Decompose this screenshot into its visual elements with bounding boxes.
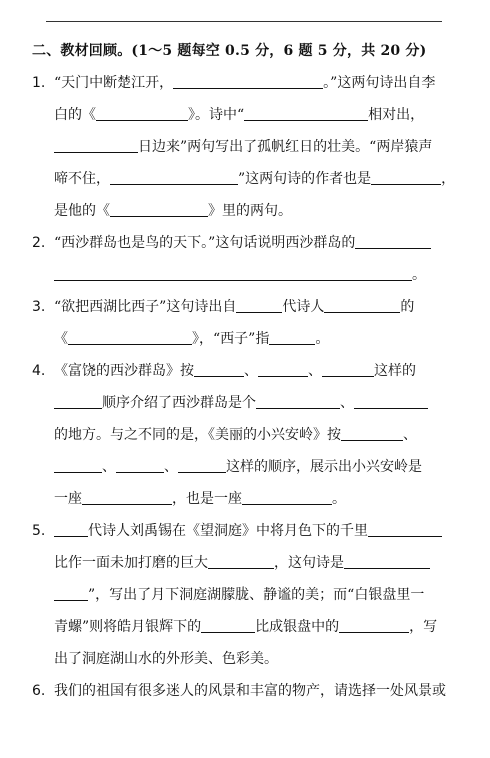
section-heading: 二、教材回顾。(1～5 题每空 0.5 分，6 题 5 分，共 20 分) (32, 43, 427, 59)
question-1-number: 1. (32, 75, 46, 91)
question-1-line-2 (54, 103, 424, 127)
answer-blank[interactable] (354, 391, 428, 409)
question-1-line-5 (54, 199, 292, 223)
text-segment: “欲把西湖比西子”这句诗出自 (54, 299, 237, 315)
text-segment: 、 (340, 395, 354, 411)
question-4-line-3 (54, 423, 417, 447)
question-4-line-5 (54, 487, 346, 511)
answer-blank[interactable] (322, 359, 374, 377)
answer-blank[interactable] (54, 391, 102, 409)
text-segment: “天门中断楚江开， (54, 75, 174, 91)
text-segment: ”这两句诗的作者也是 (238, 171, 372, 187)
text-segment: 。”这两句诗出自李 (323, 75, 436, 91)
question-4-line-4 (54, 455, 422, 479)
question-4-line-1 (54, 359, 416, 383)
question-1-line-3 (54, 135, 432, 159)
answer-blank[interactable] (96, 103, 188, 121)
answer-blank[interactable] (54, 263, 412, 281)
question-2-line-2 (54, 263, 426, 287)
text-segment: 的地方。与之不同的是，《美丽的小兴安岭》按 (54, 427, 341, 443)
question-1-line-1 (54, 71, 435, 95)
question-6-number: 6. (32, 683, 46, 699)
answer-blank[interactable] (54, 135, 138, 153)
question-3-line-1 (54, 295, 414, 319)
text-segment: 。 (412, 267, 426, 283)
answer-blank[interactable] (339, 615, 409, 633)
text-segment: 相对出， (368, 107, 425, 123)
answer-blank[interactable] (68, 327, 192, 345)
answer-blank[interactable] (116, 455, 164, 473)
text-segment: 。 (315, 331, 330, 347)
answer-blank[interactable] (54, 455, 102, 473)
answer-blank[interactable] (110, 167, 238, 185)
question-5-line-2 (54, 551, 430, 575)
question-5-number: 5. (32, 523, 46, 539)
question-4-number: 4. (32, 363, 46, 379)
question-2-line-1 (54, 231, 431, 255)
text-segment: ，也是一座 (172, 491, 242, 507)
text-segment: 是他的《 (54, 203, 110, 219)
text-segment: 白的《 (54, 107, 96, 123)
answer-blank[interactable] (341, 423, 403, 441)
text-segment: 代诗人刘禹锡在《望洞庭》中将月色下的千里 (88, 523, 368, 539)
answer-blank[interactable] (236, 295, 282, 313)
text-segment: ，这句诗是 (274, 555, 344, 571)
text-segment: 一座 (54, 491, 82, 507)
text-segment: 我们的祖国有很多迷人的风景和丰富的物产，请选择一处风景或 (54, 683, 446, 699)
text-segment: 啼不住， (54, 171, 110, 187)
text-segment: 代诗人 (282, 299, 325, 315)
answer-blank[interactable] (344, 551, 430, 569)
question-4-line-2 (54, 391, 428, 415)
text-segment: 》，“西子”指 (192, 331, 270, 347)
text-segment: 《 (54, 331, 68, 347)
question-6-line-1 (54, 679, 446, 703)
text-segment: 。 (332, 491, 346, 507)
text-segment: 青螺”则将皓月银辉下的 (54, 619, 202, 635)
answer-blank[interactable] (54, 519, 88, 537)
text-segment: ，写 (409, 619, 438, 635)
text-segment: 》。诗中“ (188, 107, 245, 123)
text-segment: “西沙群岛也是鸟的天下。”这句话说明西沙群岛的 (54, 235, 356, 251)
text-segment: 比作一面未加打磨的巨大 (54, 555, 208, 571)
answer-blank[interactable] (208, 551, 274, 569)
answer-blank[interactable] (178, 455, 226, 473)
answer-blank[interactable] (194, 359, 244, 377)
answer-blank[interactable] (110, 199, 208, 217)
text-segment: ， (441, 171, 456, 187)
text-segment: 的 (400, 299, 415, 315)
answer-blank[interactable] (324, 295, 400, 313)
question-3-number: 3. (32, 299, 46, 315)
answer-blank[interactable] (244, 103, 368, 121)
question-3-line-2 (54, 327, 329, 351)
text-segment: 、 (164, 459, 178, 475)
top-rule (46, 21, 442, 22)
question-1-line-4 (54, 167, 455, 191)
answer-blank[interactable] (258, 359, 308, 377)
answer-blank[interactable] (355, 231, 431, 249)
answer-blank[interactable] (201, 615, 255, 633)
answer-blank[interactable] (269, 327, 315, 345)
text-segment: 顺序介绍了西沙群岛是个 (102, 395, 256, 411)
answer-blank[interactable] (368, 519, 442, 537)
question-2-number: 2. (32, 235, 46, 251)
answer-blank[interactable] (173, 71, 323, 89)
answer-blank[interactable] (242, 487, 332, 505)
question-5-line-1 (54, 519, 442, 543)
answer-blank[interactable] (371, 167, 441, 185)
text-segment: 、 (102, 459, 116, 475)
question-5-line-3 (54, 583, 424, 607)
text-segment: 、 (403, 427, 417, 443)
text-segment: 这样的 (374, 363, 416, 379)
text-segment: 这样的顺序，展示出小兴安岭是 (226, 459, 422, 475)
text-segment: ”，写出了月下洞庭湖朦胧、静谧的美；而“白银盘里一 (88, 587, 425, 603)
text-segment: 《富饶的西沙群岛》按 (54, 363, 194, 379)
question-5-line-5 (54, 647, 278, 671)
answer-blank[interactable] (256, 391, 340, 409)
text-segment: 出了洞庭湖山水的外形美、色彩美。 (54, 651, 278, 667)
text-segment: 、 (244, 363, 258, 379)
answer-blank[interactable] (54, 583, 88, 601)
text-segment: 》里的两句。 (208, 203, 292, 219)
text-segment: 日边来”两句写出了孤帆红日的壮美。“两岸猿声 (138, 139, 433, 155)
answer-blank[interactable] (82, 487, 172, 505)
text-segment: 、 (308, 363, 322, 379)
text-segment: 比成银盘中的 (255, 619, 340, 635)
question-5-line-4 (54, 615, 437, 639)
